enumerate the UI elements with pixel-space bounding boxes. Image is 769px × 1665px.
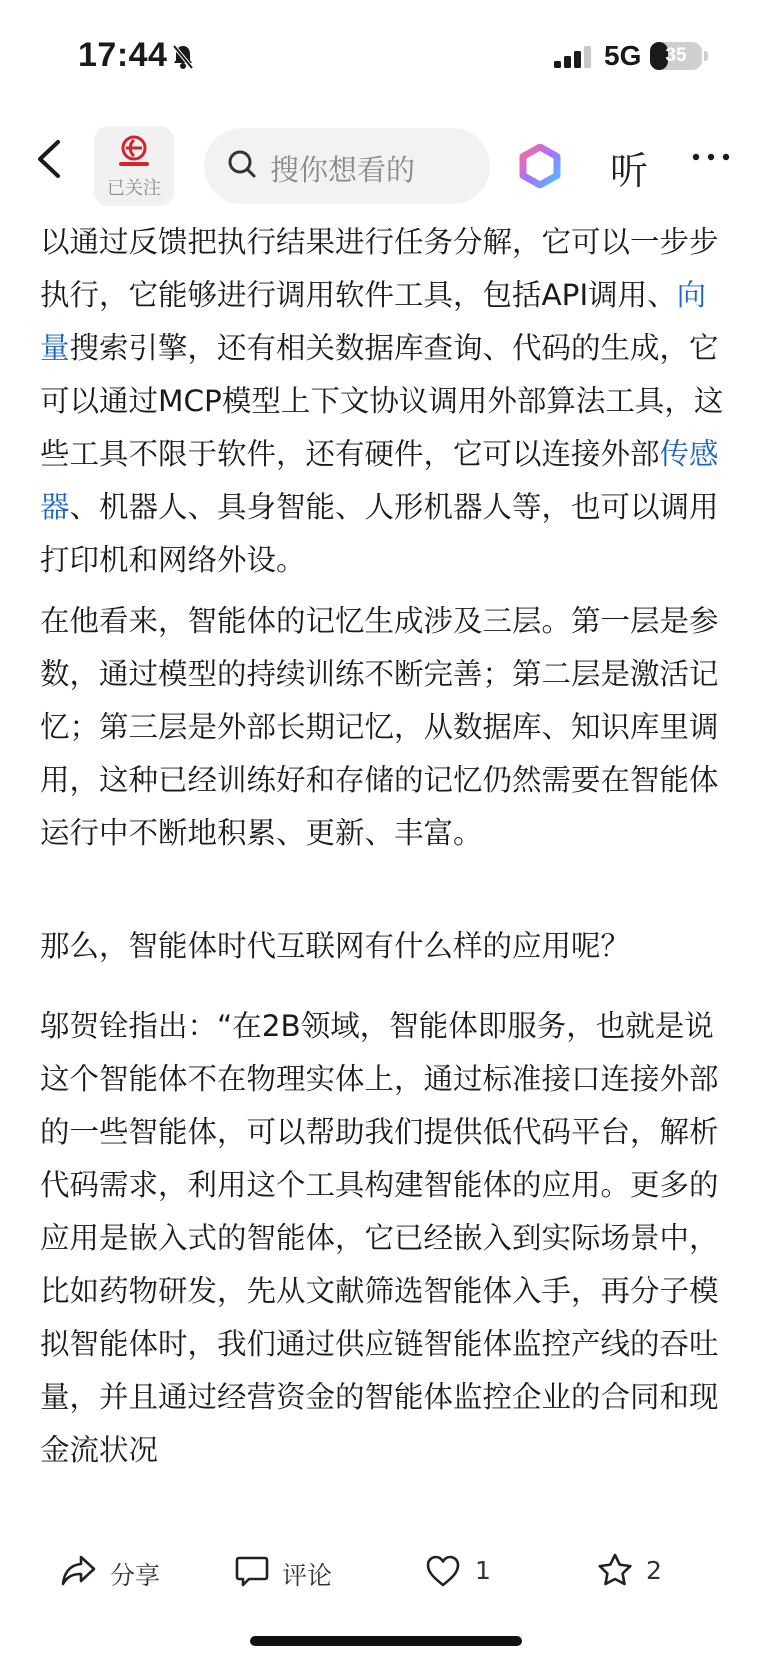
top-nav xyxy=(0,110,769,210)
share-icon xyxy=(60,1552,98,1590)
inline-link[interactable]: 向量 xyxy=(40,278,707,365)
battery-tip xyxy=(704,51,708,61)
cellular-signal-icon xyxy=(554,46,594,68)
like-button[interactable] xyxy=(425,1548,505,1598)
more-options-icon[interactable] xyxy=(690,140,734,180)
network-type: 5G xyxy=(604,40,642,71)
status-time: 17:44 xyxy=(78,36,168,74)
bell-muted-icon xyxy=(172,44,194,70)
star-icon xyxy=(596,1552,634,1588)
share-button[interactable] xyxy=(60,1548,180,1598)
back-arrow-icon[interactable] xyxy=(30,134,74,184)
follow-status-label: 已关注 xyxy=(107,178,161,199)
comment-button[interactable] xyxy=(234,1548,354,1598)
comment-label: 评论 xyxy=(282,1561,333,1590)
home-indicator[interactable] xyxy=(250,1636,522,1646)
article-paragraph: 那么，智能体时代互联网有什么样的应用呢？ xyxy=(40,929,631,963)
article-paragraph: 邬贺铨指出：“在2B领域，智能体即服务，也就是说这个智能体不在物理实体上，通过标准接口连接外部的一些智能体，可以帮助我们提供低代码平台，解析代码需求，利用这个工具构建智能体的应用。更多的应用是嵌入式的智能体，它已经嵌入到实际场景中，比如药物研发，先从文献筛选智能体入手，再分子模拟智能体时，我们通过供应链智能体监控产线的吞吐量，并且通过经营资金的智能体监控企业的合同和现金流状况 xyxy=(40,1009,719,1467)
favorite-count: 2 xyxy=(646,1556,662,1585)
publisher-account-button[interactable] xyxy=(94,126,174,206)
bottom-action-bar xyxy=(0,1510,769,1665)
status-bar xyxy=(0,0,769,110)
listen-button[interactable]: 听 xyxy=(610,149,649,193)
ai-assistant-icon[interactable] xyxy=(518,144,562,188)
paragraph-text: 、机器人、具身智能、人形机器人等，也可以调用打印机和网络外设。 xyxy=(40,490,719,577)
publisher-logo-icon xyxy=(116,134,152,170)
article-paragraph: 在他看来，智能体的记忆生成涉及三层。第一层是参数，通过模型的持续训练不断完善；第二层是激活记忆；第三层是外部长期记忆，从数据库、知识库里调用，这种已经训练好和存储的记忆仍然需要在智能体运行中不断地积累、更新、丰富。 xyxy=(40,604,719,850)
comment-icon xyxy=(234,1553,270,1589)
paragraph-text: 以通过反馈把执行结果进行任务分解，它可以一步步执行，它能够进行调用软件工具，包括API调用、 xyxy=(40,225,719,312)
article-paragraph xyxy=(40,216,730,587)
heart-icon xyxy=(425,1554,461,1588)
share-label: 分享 xyxy=(110,1561,161,1590)
battery-icon xyxy=(650,42,702,70)
paragraph-text: 搜索引擎，还有相关数据库查询、代码的生成，它可以通过MCP模型上下文协议调用外部算法工具，这些工具不限于软件，还有硬件，它可以连接外部 xyxy=(40,331,724,471)
search-icon xyxy=(226,148,260,182)
favorite-button[interactable] xyxy=(596,1548,676,1598)
battery-percent: 35 xyxy=(665,45,687,66)
search-box[interactable] xyxy=(204,128,490,204)
search-placeholder: 搜你想看的 xyxy=(270,153,416,187)
like-count: 1 xyxy=(475,1556,491,1585)
article-body xyxy=(0,210,769,1510)
inline-link[interactable]: 传感器 xyxy=(40,437,719,524)
